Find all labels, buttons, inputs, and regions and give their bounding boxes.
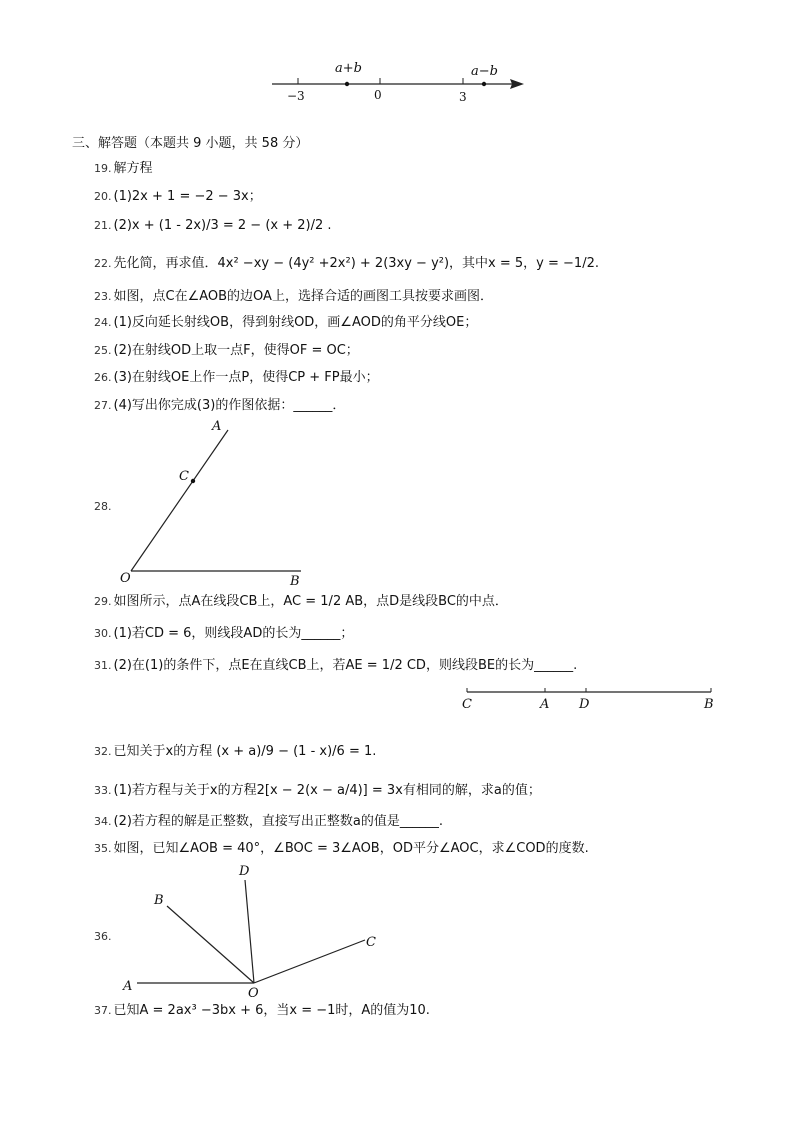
item-number: 25. [94, 344, 112, 357]
item-number: 32. [94, 745, 112, 758]
ray-oc [254, 940, 365, 983]
item-number: 35. [94, 842, 112, 855]
item-text: 如图，已知∠AOB = 40°，∠BOC = 3∠AOB，OD平分∠AOC，求∠COD的度数. [113, 841, 589, 856]
item-text: 如图，点C在∠AOB的边OA上，选择合适的画图工具按要求画图． [113, 289, 493, 304]
label-D: D [579, 697, 590, 712]
item-number: 36. [94, 930, 112, 943]
item-number: 37. [94, 1004, 112, 1017]
list-item [94, 1002, 430, 1020]
label-a-plus-b: a+b [335, 61, 362, 76]
item-number: 22. [94, 257, 112, 270]
item-text: 已知A = 2ax³ −3bx + 6，当x = −1时，A的值为10. [113, 1003, 430, 1018]
label-A: A [212, 419, 222, 434]
item-text: (2)若方程的解是正整数，直接写出正整数a的值是______. [113, 814, 444, 829]
item-text: (4)写出你完成(3)的作图依据：______． [113, 398, 346, 413]
item-number: 33. [94, 784, 112, 797]
item-text: (1)若方程与关于x的方程2[x − 2(x − a/4)] = 3x有相同的解，求a的值； [113, 783, 541, 798]
item-number: 31. [94, 659, 112, 672]
item-text: 先化简，再求值．4x² −xy − (4y² +2x²) + 2(3xy − y²)，其中x = 5，y = −1/2. [113, 256, 599, 271]
item-number: 34. [94, 815, 112, 828]
label-C: C [179, 469, 189, 484]
ray-od [245, 880, 254, 983]
label-A: A [123, 979, 133, 994]
item-number: 28. [94, 500, 112, 513]
label-C: C [366, 935, 376, 950]
item-text: (3)在射线OE上作一点P，使得CP + FP最小； [113, 370, 379, 385]
label-a-minus-b: a−b [471, 64, 498, 79]
tick-neg3-label: −3 [287, 89, 305, 103]
item-number: 30. [94, 627, 112, 640]
item-number: 20. [94, 190, 112, 203]
item-number: 21. [94, 219, 112, 232]
ray-ob [167, 906, 254, 983]
tick-0-label: 0 [374, 88, 382, 102]
label-B: B [154, 893, 164, 908]
item-text: (2)在(1)的条件下，点E在直线CB上，若AE = 1/2 CD，则线段BE的长为______. [113, 658, 578, 673]
item-text: (1)若CD = 6，则线段AD的长为______； [113, 626, 354, 641]
item-number: 29. [94, 595, 112, 608]
label-C: C [462, 697, 472, 712]
item-text: (2)在射线OD上取一点F，使得OF = OC； [113, 343, 359, 358]
item-text: (1)反向延长射线OB，得到射线OD，画∠AOD的角平分线OE； [113, 315, 478, 330]
item-text: 解方程 [113, 161, 153, 176]
label-B: B [704, 697, 714, 712]
item-number: 27. [94, 399, 112, 412]
item-number: 26. [94, 371, 112, 384]
label-D: D [239, 864, 250, 879]
item-text: (2)x + (1 - 2x)/3 = 2 − (x + 2)/2 . [113, 218, 332, 233]
item-number: 24. [94, 316, 112, 329]
tick-3-label: 3 [459, 90, 467, 104]
item-text: (1)2x + 1 = −2 − 3x； [113, 189, 262, 204]
label-O: O [120, 571, 131, 586]
label-O: O [248, 986, 259, 1001]
section-heading: 三、解答题（本题共 9 小题，共 58 分） [72, 136, 309, 151]
item-number: 19. [94, 162, 112, 175]
item-number: 23. [94, 290, 112, 303]
item-text: 已知关于x的方程 (x + a)/9 − (1 - x)/6 = 1. [113, 744, 377, 759]
item-text: 如图所示，点A在线段CB上，AC = 1/2 AB，点D是线段BC的中点． [113, 594, 508, 609]
label-A: A [540, 697, 550, 712]
label-B: B [290, 574, 300, 589]
